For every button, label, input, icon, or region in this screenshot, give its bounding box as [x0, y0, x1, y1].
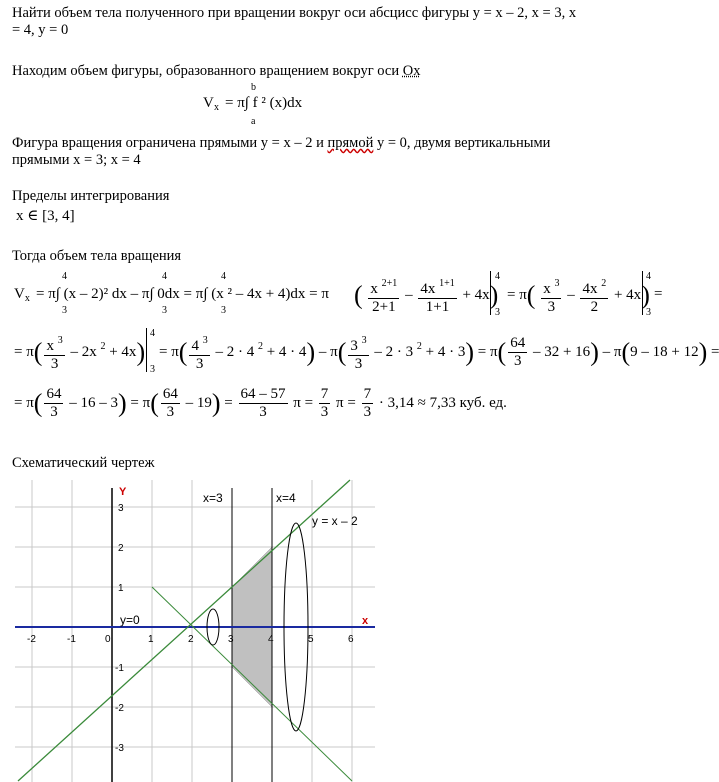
x-tick: 0 [105, 634, 111, 645]
x-tick-labels [27, 634, 354, 645]
step1-axis: Ox [402, 63, 421, 79]
eq3-body: = π( $\frac{64}{3}$ – 16 – 3) = π( $\frac{64}{3}$ – 19) = $\frac{64 - 57}{3}$ π = $\frac{7}{3}$ π = $\frac{7}{3}$ · 3,14 ≈ 7,33 куб. ед. [14, 386, 507, 420]
eq2-b: = π( $\frac{4 ^3}{3}$ – 2 · 4 $^2$ + 4 · 4) – π( $\frac{3 ^3}{3}$ – 2 · 3 $^2$ + 4 · 3) = π( $\frac{64}{3}$ – 32 + 16) – π(9 – 18 + 12) = [159, 332, 719, 373]
x-tick: 1 [148, 634, 154, 645]
label-y0: y=0 [120, 613, 140, 627]
x-tick: 6 [348, 634, 354, 645]
eq1-eq: = [654, 286, 663, 302]
eq1-l2: 3 [162, 305, 167, 316]
formula-rhs: = π∫ f ² (x)dx [225, 95, 303, 111]
formula-upper: b [251, 82, 256, 93]
schematic-drawing [0, 480, 390, 782]
label-line: y = x – 2 [312, 514, 358, 528]
y-axis-label: Y [119, 486, 127, 498]
limits-interval: x ∈ [3, 4] [16, 208, 75, 224]
eq1-l4: 3 [495, 307, 500, 318]
x-tick: 4 [268, 634, 274, 645]
formula-lhs: V [203, 95, 214, 111]
limits-title: Пределы интегрирования [12, 188, 170, 204]
label-x4: x=4 [276, 491, 296, 505]
formula-sub: x [214, 102, 219, 113]
result-text: ≈ 7,33 куб. ед. [417, 394, 507, 411]
step1-text-before: Находим объем фигуры, образованного вращением вокруг оси [12, 63, 403, 79]
eq2-eval-bar [146, 328, 147, 372]
step2-line-1 [12, 135, 550, 152]
x-tick: 3 [228, 634, 234, 645]
step2-line1-a: Фигура вращения ограничена прямыми y = x – 2 и [12, 135, 328, 151]
eq1-l3: 3 [221, 305, 226, 316]
x-axis-label: x [362, 615, 369, 627]
y-tick: 2 [118, 543, 124, 554]
eq1-u3: 4 [221, 271, 226, 282]
eq1-u1: 4 [62, 271, 67, 282]
eq1-u5: 4 [646, 271, 651, 282]
eq1-body: = π∫ (x – 2)² dx – π∫ 0dx = π∫ (x ² – 4x + 4)dx = π [36, 286, 329, 302]
x-tick: 2 [188, 634, 194, 645]
formula-lower: a [251, 116, 256, 127]
eq1-u2: 4 [162, 271, 167, 282]
eq1-l1: 3 [62, 305, 67, 316]
y-tick: -1 [115, 663, 124, 674]
x-tick: 5 [308, 634, 314, 645]
eq1-eval-bar [490, 271, 491, 315]
eq1-v: $V_x$ [14, 286, 30, 304]
y-tick: -2 [115, 703, 124, 714]
step2-line1-b: y = 0, двумя вертикальными [373, 135, 551, 151]
eq1-l5: 3 [646, 307, 651, 318]
problem-line-2: = 4, y = 0 [12, 22, 69, 38]
eq1-v-sub: x [24, 293, 30, 304]
y-tick: 3 [118, 503, 124, 514]
eq1-paren2: = π( $\frac{x ^3}{3}$ – $\frac{4x ^2}{2}$ + 4x) [507, 275, 650, 316]
eq1-eval-bar2 [642, 271, 643, 315]
line-y-eq-x-minus-2 [18, 480, 350, 781]
y-tick: 1 [118, 583, 124, 594]
eq2-l: 3 [150, 364, 155, 375]
label-x3: x=3 [203, 491, 223, 505]
step1-text [12, 63, 420, 80]
eq1-paren: ( $\frac{x ^{2+1}}{2+1}$ – $\frac{4x ^{1+1}}{1+1}$ + 4x) [354, 275, 498, 316]
drawing-title: Схематический чертеж [12, 455, 155, 471]
step2-line-2: прямыми x = 3; x = 4 [12, 152, 141, 168]
x-tick: -1 [67, 634, 76, 645]
eq1-u4: 4 [495, 271, 500, 282]
step2-line1-wavy: прямой [327, 135, 374, 151]
x-tick: -2 [27, 634, 36, 645]
problem-line-1: Найти объем тела полученного при вращении вокруг оси абсцисс фигуры y = x – 2, x = 3, x [12, 5, 577, 21]
y-tick: -3 [115, 743, 124, 754]
eq2-u: 4 [150, 328, 155, 339]
eq2-a: = π( $\frac{x ^3}{3}$ – 2x $^2$ + 4x) [14, 332, 145, 373]
volume-title: Тогда объем тела вращения [12, 248, 182, 264]
y-tick-labels [115, 503, 124, 754]
